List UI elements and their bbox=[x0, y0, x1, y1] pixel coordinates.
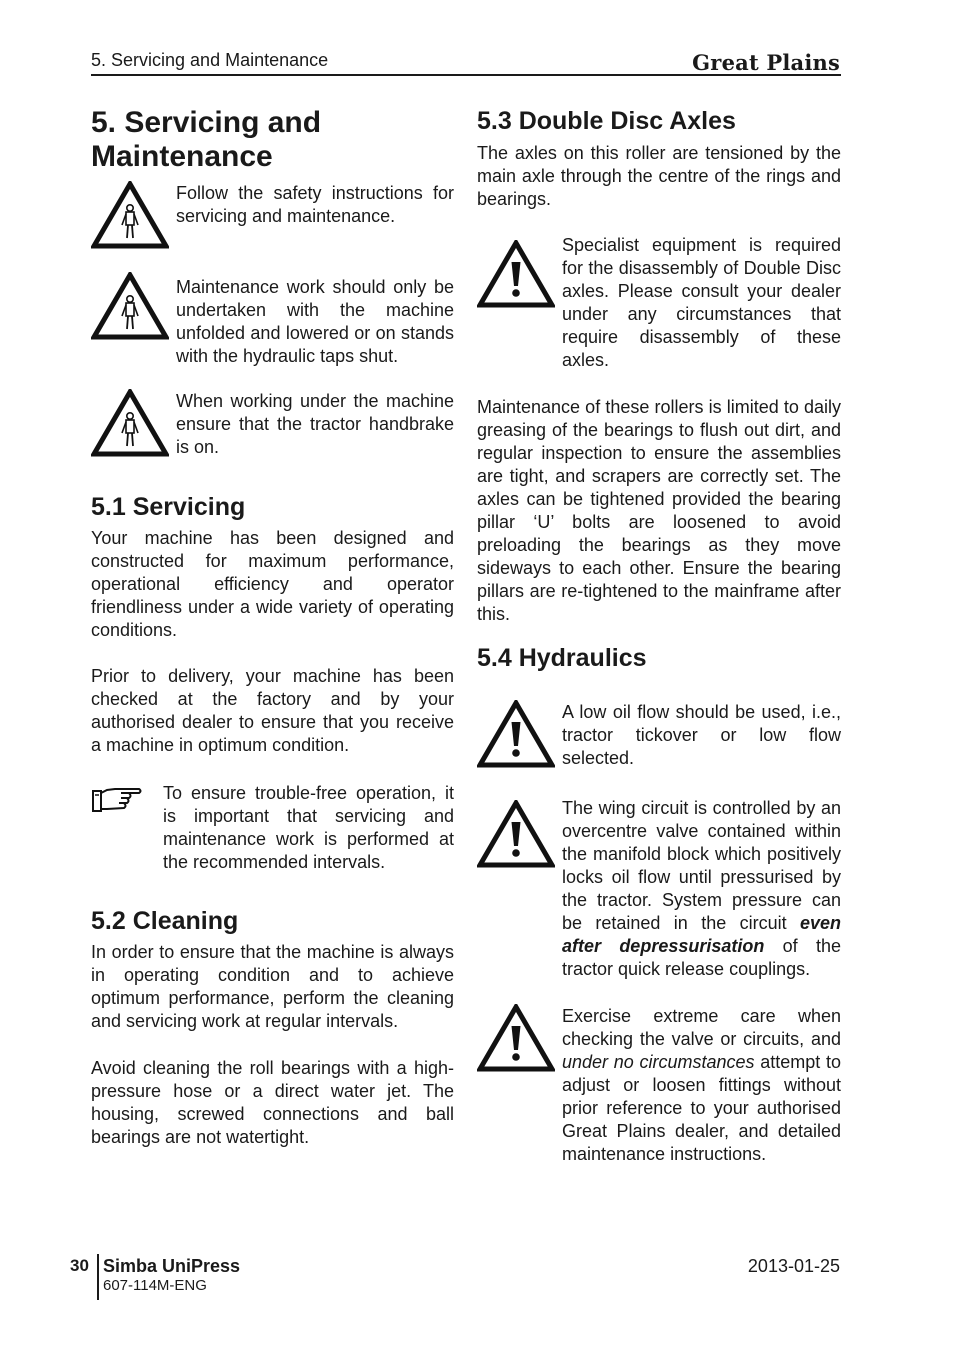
safety-note-2: Maintenance work should only be undertaken with the machine unfolded and lowered or on stands with the hydraulic taps shut. bbox=[176, 277, 454, 366]
page-title: 5. Servicing and Maintenance bbox=[91, 106, 322, 173]
footer-date: 2013-01-25 bbox=[747, 1256, 840, 1276]
hydraulics-warning-3-text-b: attempt to adjust or loosen fittings without prior reference to your authorised Great Plains dealer, and detailed maintenance instructions. bbox=[562, 1052, 842, 1164]
section-heading-cleaning: 5.2 Cleaning bbox=[91, 907, 239, 935]
pointing-hand-icon bbox=[91, 785, 143, 815]
running-header-section: 5. Servicing and Maintenance bbox=[91, 50, 329, 70]
cleaning-paragraph-2: Avoid cleaning the roll bearings with a high-pressure hose or a direct water jet. The housing, screwed connections and ball bearings are not watertight. bbox=[91, 1058, 454, 1147]
safety-figure-warning-icon bbox=[91, 272, 169, 340]
axles-paragraph-1: The axles on this roller are tensioned by the main axle through the centre of the rings and bearings. bbox=[477, 143, 841, 209]
cleaning-paragraph-1: In order to ensure that the machine is always in operating condition and to achieve optimum performance, perform the cleaning and servicing work at regular intervals. bbox=[91, 942, 454, 1031]
safety-figure-warning-icon bbox=[91, 181, 169, 249]
servicing-paragraph-1: Your machine has been designed and constructed for maximum performance, operational efficiency and operator friendliness under a wide variety of operating conditions. bbox=[91, 528, 454, 640]
servicing-paragraph-2: Prior to delivery, your machine has been checked at the factory and by your authorised dealer to ensure that you receive a machine in optimum condition. bbox=[91, 666, 454, 755]
exclamation-warning-icon bbox=[477, 1004, 555, 1072]
hydraulics-warning-3-emphasis: under no circumstances bbox=[562, 1052, 755, 1072]
hydraulics-warning-2 bbox=[562, 797, 841, 981]
hydraulics-warning-2-text-a: The wing circuit is controlled by an overcentre valve contained within the manifold block which positively locks oil flow until pressurised by the tractor. System pressure can be retained in the circuit bbox=[562, 798, 841, 933]
section-heading-hydraulics: 5.4 Hydraulics bbox=[477, 644, 647, 672]
footer-document-code: 607-114M-ENG bbox=[103, 1277, 207, 1294]
exclamation-warning-icon bbox=[477, 240, 555, 308]
safety-figure-warning-icon bbox=[91, 389, 169, 457]
footer-divider bbox=[97, 1254, 99, 1300]
footer-product-name: Simba UniPress bbox=[103, 1256, 241, 1276]
hydraulics-warning-1: A low oil flow should be used, i.e., tractor tickover or low flow selected. bbox=[562, 702, 841, 768]
hydraulics-warning-2-text-b: of the tractor quick release couplings. bbox=[562, 936, 841, 979]
section-heading-axles: 5.3 Double Disc Axles bbox=[477, 107, 736, 135]
safety-note-3: When working under the machine ensure that the tractor handbrake is on. bbox=[176, 391, 454, 457]
page-number: 30 bbox=[70, 1256, 89, 1275]
exclamation-warning-icon bbox=[477, 800, 555, 868]
servicing-note: To ensure trouble-free operation, it is important that servicing and maintenance work is performed at the recommended intervals. bbox=[163, 783, 454, 872]
exclamation-warning-icon bbox=[477, 700, 555, 768]
header-divider bbox=[91, 74, 841, 76]
hydraulics-warning-3 bbox=[562, 1005, 841, 1166]
safety-note-1: Follow the safety instructions for servicing and maintenance. bbox=[176, 183, 454, 226]
axles-warning: Specialist equipment is required for the disassembly of Double Disc axles. Please consult your dealer under any circumstances that require disassembly of these axles. bbox=[562, 235, 841, 370]
section-heading-servicing: 5.1 Servicing bbox=[91, 493, 246, 521]
brand-logo-text: Great Plains bbox=[692, 50, 840, 75]
axles-paragraph-2: Maintenance of these rollers is limited to daily greasing of the bearings to flush out dirt, and regular inspection to ensure the assemblies are tight, and scrapers are correctly set. The axles can be tightened provided the bearing pillar ‘U’ bolts are loosened to avoid preloading the bearings as they move sideways to each other. Ensure the bearing pillars are re-tightened to the mainframe after this. bbox=[477, 397, 841, 624]
hydraulics-warning-2-emphasis: even after depressurisation bbox=[562, 913, 841, 956]
hydraulics-warning-3-text-a: Exercise extreme care when checking the valve or circuits, and bbox=[562, 1006, 841, 1049]
